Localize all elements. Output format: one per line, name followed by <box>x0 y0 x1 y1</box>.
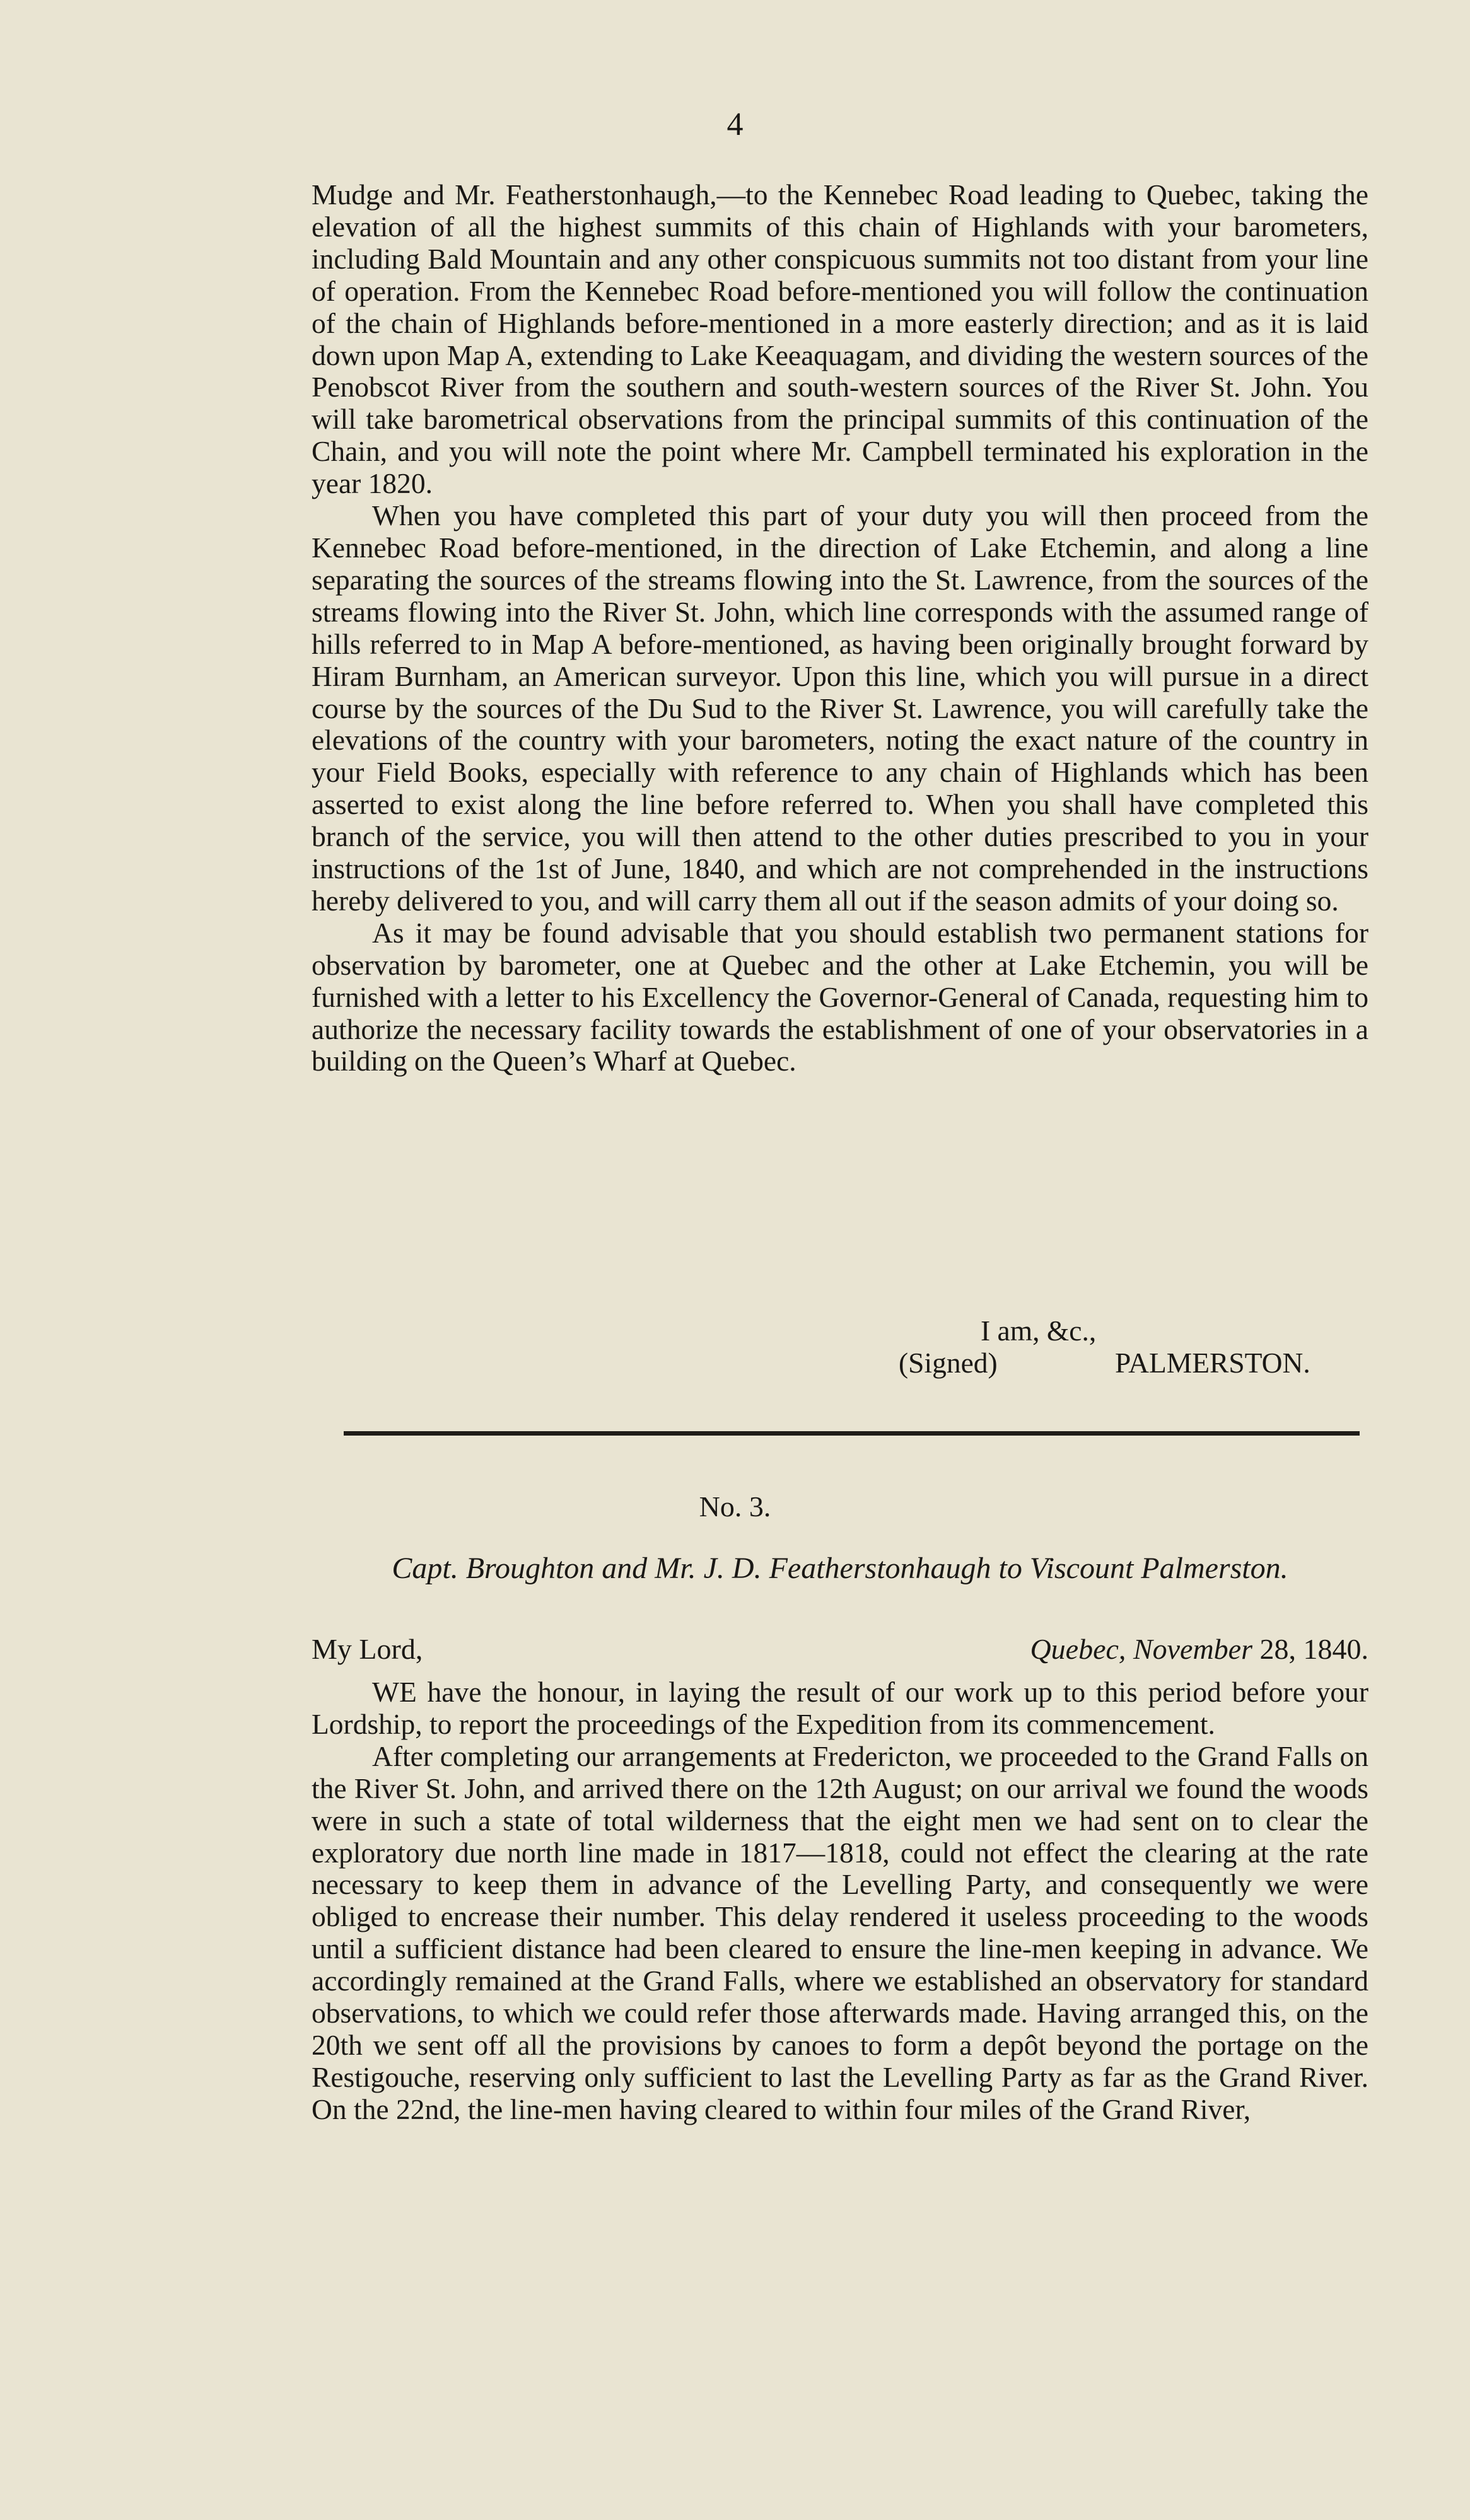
instructions-text <box>312 179 1368 1077</box>
dateline-place: Quebec, <box>1030 1633 1126 1665</box>
instructions-paragraph-2: When you have completed this part of your duty you will then proceed from the Kennebec Road before-mentioned, in the direction of Lake Etchemin, and along a line separating the sources of the streams flowing into the St. Lawrence, from the sources of the streams flowing into the River St. John, which line corresponds with the assumed range of hills referred to in Map A before-mentioned, as having been originally brought forward by Hiram Burnham, an American surveyor. Upon this line, which you will pursue in a direct course by the sources of the Du Sud to the River St. Lawrence, you will carefully take the elevations of the country with your barometers, noting the exact nature of the country in your Field Books, especially with reference to any chain of Highlands which has been asserted to exist along the line before referred to. When you shall have completed this branch of the service, you will then attend to the other duties prescribed to you in your instructions of the 1st of June, 1840, and which are not comprehended in the instructions hereby delivered to you, and will carry them all out if the season admits of your doing so. <box>312 499 1368 917</box>
dateline-month: November <box>1133 1633 1252 1665</box>
document-number: No. 3. <box>699 1490 771 1523</box>
letter-paragraph-2: After completing our arrangements at Fredericton, we proceeded to the Grand Falls on the River St. John, and arrived there on the 12th August; on our arrival we found the woods were in such a state of total wilderness that the eight men we had sent on to clear the exploratory due north line made in 1817—1818, could not effect the clearing at the rate necessary to keep them in advance of the Levelling Party, and consequently we were obliged to encrease their number. This delay rendered it useless proceeding to the woods until a sufficient distance had been cleared to ensure the line-men keeping in advance. We accordingly remained at the Grand Falls, where we established an observatory for standard observations, to which we could refer those afterwards made. Having arranged this, on the 20th we sent off all the provisions by canoes to form a depôt beyond the portage on the Restigouche, reserving only sufficient to last the Levelling Party as far as the Grand River. On the 22nd, the line-men having cleared to within four miles of the Grand River, <box>312 1739 1368 2125</box>
salutation: My Lord, <box>312 1633 423 1665</box>
letter-body <box>312 1676 1368 2126</box>
instructions-paragraph-3: As it may be found advisable that you should establish two permanent stations for observation by barometer, one at Quebec and the other at Lake Etchemin, you will be furnished with a letter to his Excellency the Governor-General of Canada, requesting him to authorize the necessary facility towards the establishment of one of your observatories in a building on the Queen’s Wharf at Quebec. <box>312 916 1368 1077</box>
letter-heading: Capt. Broughton and Mr. J. D. Featherstonhaugh to Viscount Palmerston. <box>392 1552 1288 1585</box>
signatory-name: PALMERSTON. <box>1115 1347 1310 1379</box>
page-number: 4 <box>726 107 744 142</box>
closing-formula: I am, &c., <box>981 1315 1097 1347</box>
dateline-date: 28, 1840. <box>1259 1633 1368 1665</box>
dateline <box>1030 1633 1368 1666</box>
section-divider <box>344 1431 1360 1436</box>
letter-paragraph-1: WE have the honour, in laying the result of our work up to this period before your Lordship, to report the proceedings of the Expedition from its commencement. <box>312 1676 1368 1740</box>
instructions-paragraph-1: Mudge and Mr. Featherstonhaugh,—to the Kennebec Road leading to Quebec, taking the elevation of all the highest summits of this chain of Highlands with your barometers, including Bald Mountain and any other conspicuous summits not too distant from your line of operation. From the Kennebec Road before-mentioned you will follow the continuation of the chain of Highlands before-mentioned in a more easterly direction; and as it is laid down upon Map A, extending to Lake Keeaquagam, and dividing the western sources of the Penobscot River from the southern and south-western sources of the River St. John. You will take barometrical observations from the principal summits of this continuation of the Chain, and you will note the point where Mr. Campbell terminated his exploration in the year 1820. <box>312 178 1368 500</box>
signed-label: (Signed) <box>899 1347 998 1379</box>
